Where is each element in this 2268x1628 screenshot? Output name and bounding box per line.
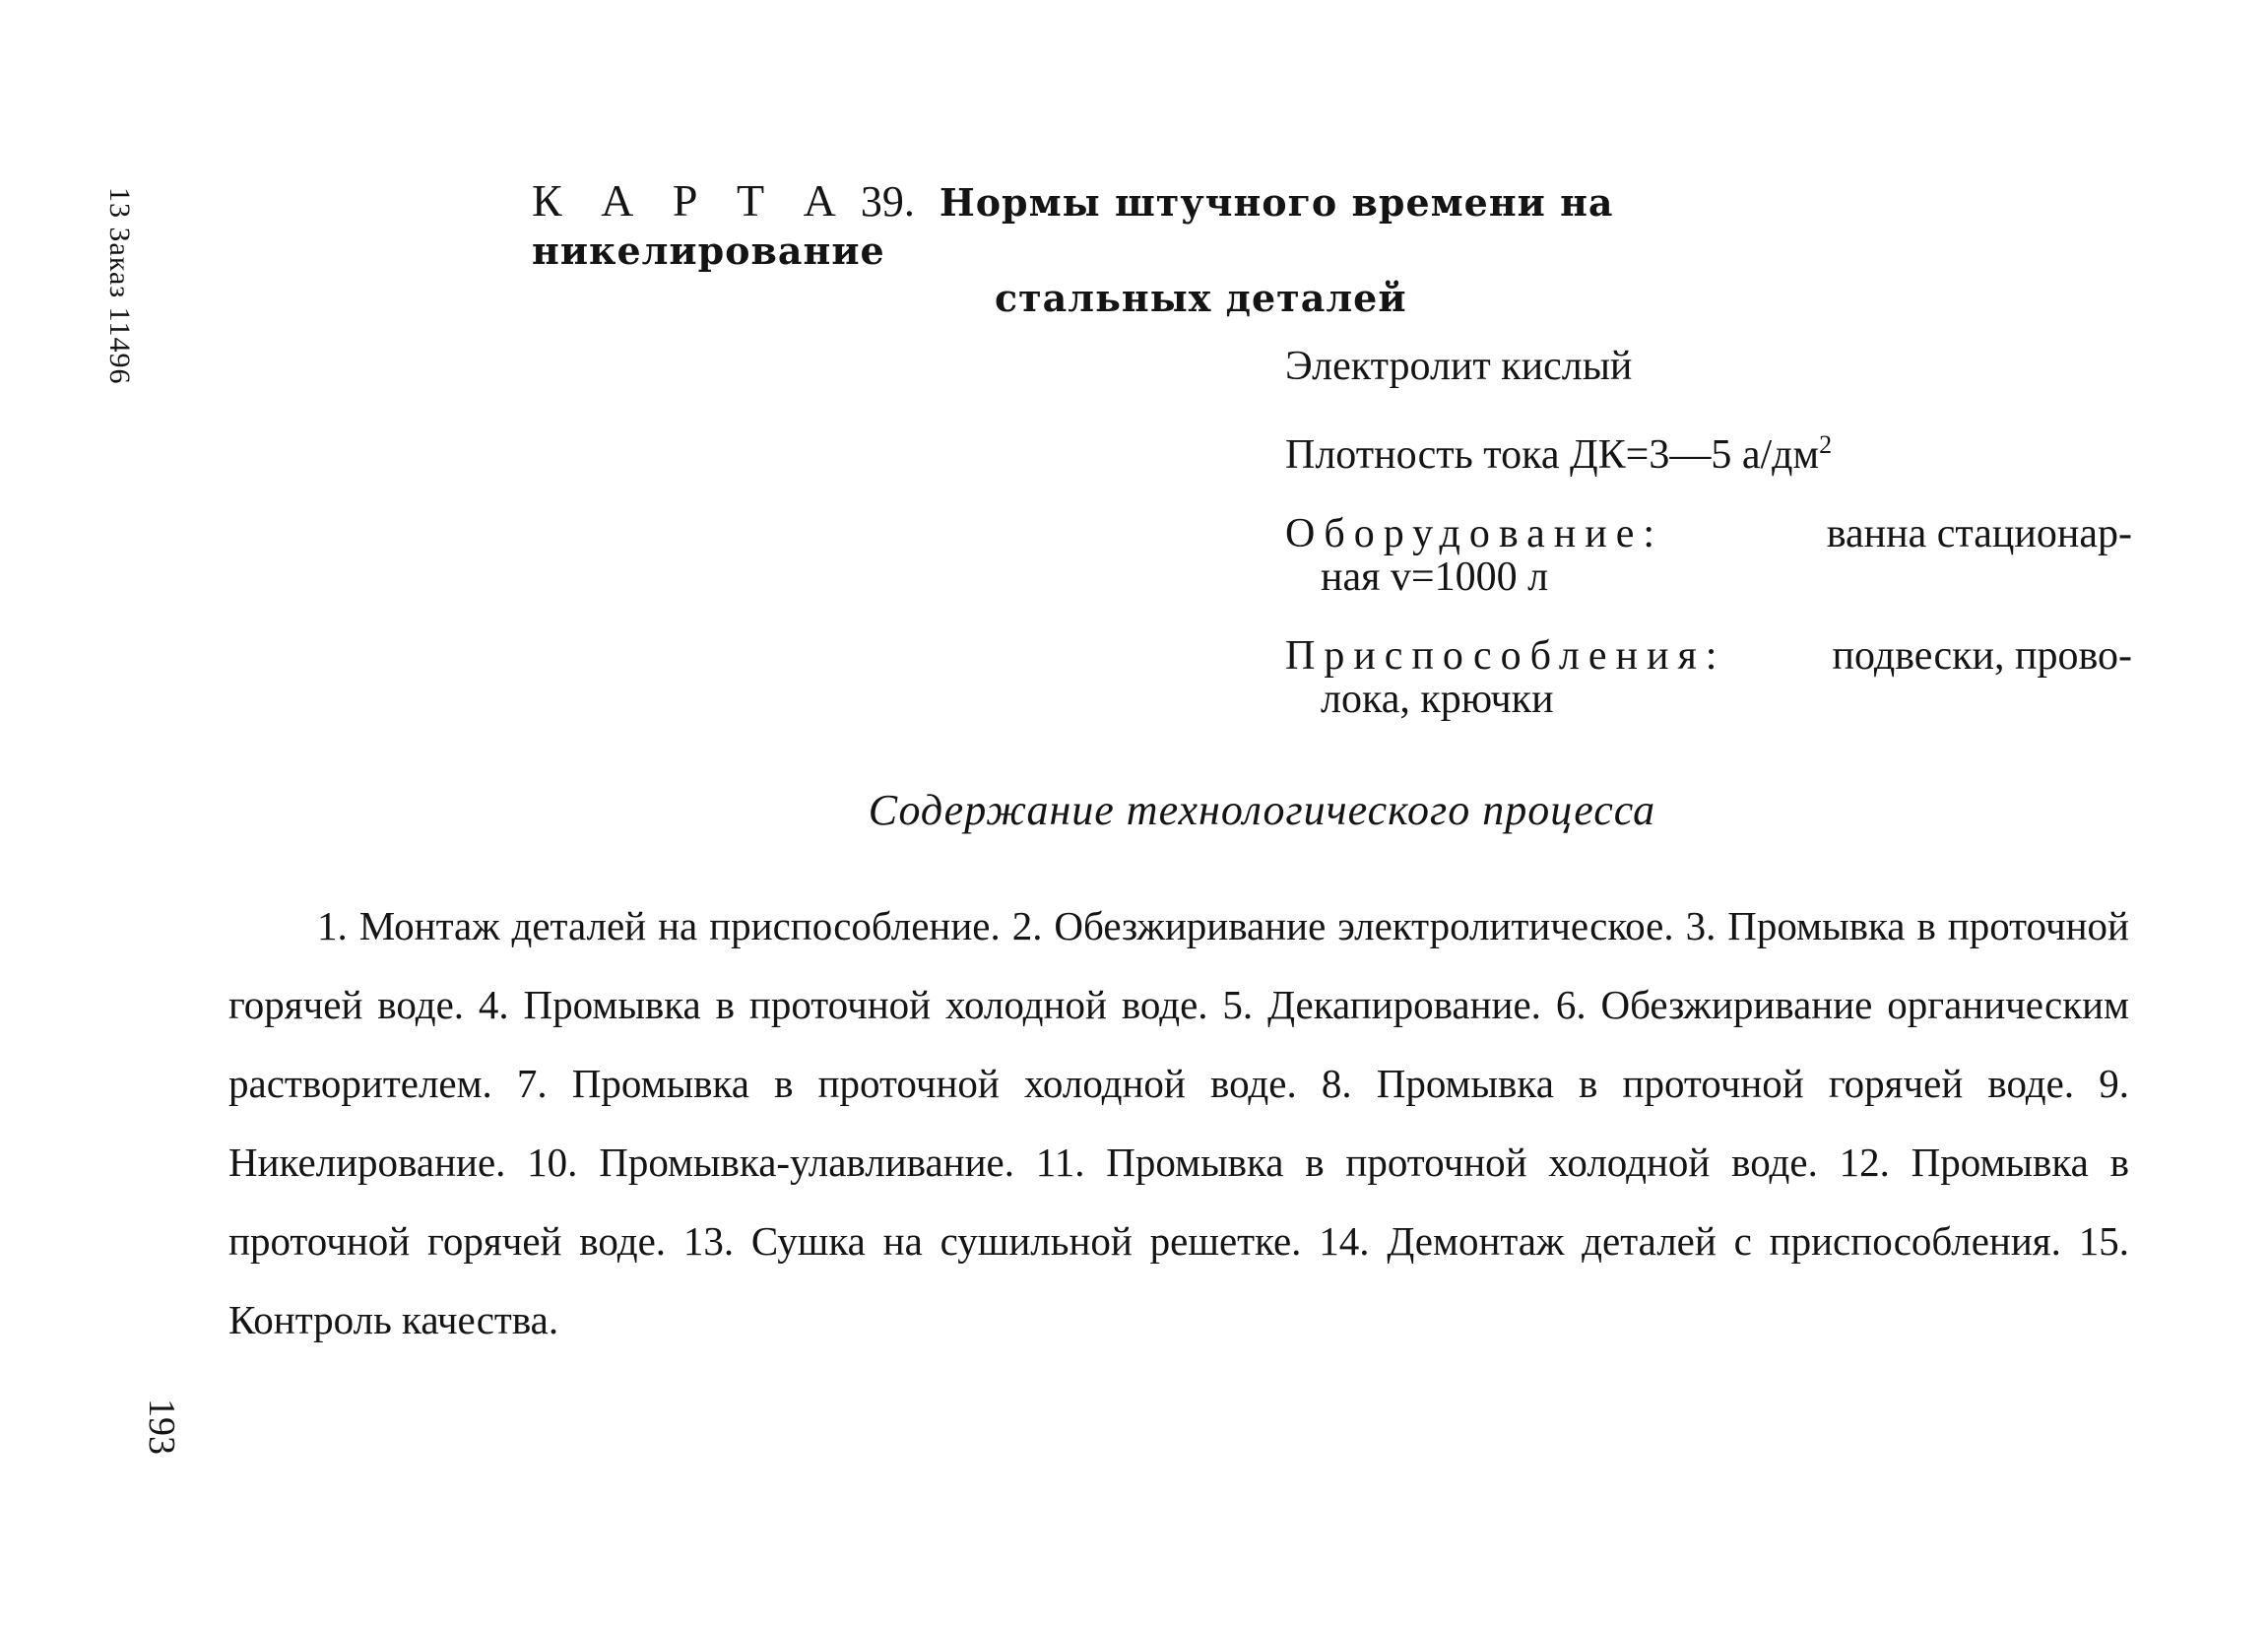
fixtures-continuation: лока, крючки	[1321, 677, 1554, 722]
equipment-continuation: ная v=1000 л	[1321, 554, 1549, 600]
title-line-2: стальных деталей	[995, 276, 1407, 320]
fixtures-text: подвески, прово-	[1832, 633, 2132, 679]
fixtures-label: Приспособления:	[1285, 633, 1726, 679]
title-line-1: Нормы штучного времени на никелирование	[532, 180, 1614, 273]
process-parameters	[1285, 345, 2132, 756]
card-label: К А Р Т А	[532, 175, 850, 226]
fixtures-line	[1285, 634, 2132, 721]
current-density-text: Плотность тока ДК=3—5 а/дм	[1285, 432, 1820, 478]
equipment-text: ванна стационар-	[1826, 511, 2132, 556]
page-number: 193	[141, 1399, 182, 1455]
current-density-exponent: 2	[1819, 430, 1833, 459]
equipment-line	[1285, 512, 2132, 599]
card-title	[532, 177, 1911, 322]
current-density-line	[1285, 423, 2132, 477]
process-steps-paragraph: 1. Монтаж деталей на приспособление. 2. Обезжиривание электролитическое. 3. Промывка в проточной горячей воде. 4. Промывка в проточной холодной воде. 5. Декапирование. 6. Обезжиривание органическим растворителем. 7. Промывка в проточной холодной воде. 8. Промывка в проточной горячей воде. 9. Никелирование. 10. Промывка-улавливание. 11. Промывка в проточной холодной воде. 12. Промывка в проточной горячей воде. 13. Сушка на сушильной решетке. 14. Демонтаж деталей с приспособления. 15. Контроль качества.	[228, 903, 2129, 1342]
card-number: 39.	[860, 177, 915, 226]
electrolyte-line: Электролит кислый	[1285, 344, 1633, 389]
equipment-label: Оборудование:	[1285, 511, 1664, 556]
process-heading: Содержание технологического процесса	[868, 786, 1656, 834]
order-note: 13 Заказ 11496	[103, 187, 136, 385]
